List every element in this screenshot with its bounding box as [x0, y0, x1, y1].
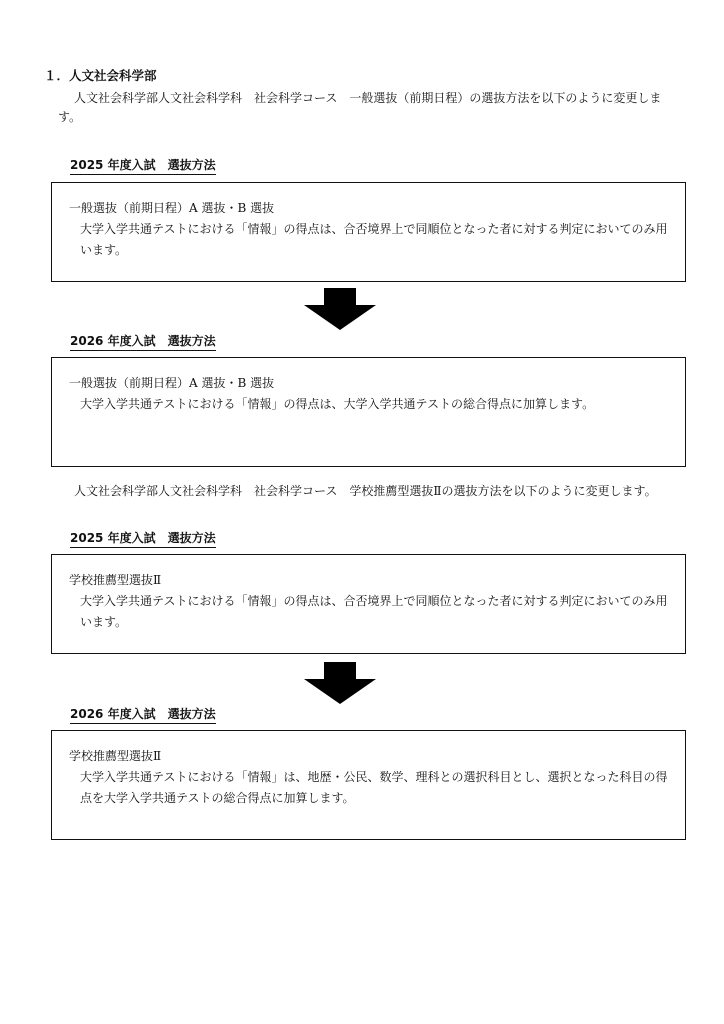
label-2025-recommendation: 2025 年度入試 選抜方法	[70, 529, 216, 548]
label-2026-general: 2026 年度入試 選抜方法	[70, 332, 216, 351]
box-2025-recommendation	[51, 554, 686, 654]
box-body: 大学入学共通テストにおける「情報」は、地歴・公民、数学、理科との選択科目とし、選択となった科目の得点を大学入学共通テストの総合得点に加算します。	[80, 770, 668, 805]
box-body: 大学入学共通テストにおける「情報」の得点は、合否境界上で同順位となった者に対する判定においてのみ用います。	[80, 222, 668, 257]
box-title: 学校推薦型選抜Ⅱ	[69, 573, 162, 587]
box-title: 学校推薦型選抜Ⅱ	[69, 749, 162, 763]
down-arrow-icon	[304, 288, 376, 330]
box-body: 大学入学共通テストにおける「情報」の得点は、大学入学共通テストの総合得点に加算します。	[80, 397, 595, 411]
box-body: 大学入学共通テストにおける「情報」の得点は、合否境界上で同順位となった者に対する判定においてのみ用います。	[80, 594, 668, 629]
box-title: 一般選抜（前期日程）A 選抜・B 選抜	[69, 376, 275, 390]
box-2026-general	[51, 357, 686, 467]
down-arrow-icon	[304, 662, 376, 704]
box-2026-recommendation	[51, 730, 686, 840]
section-heading: １．人文社会科学部	[44, 68, 157, 83]
intro-paragraph-recommendation: 人文社会科学部人文社会科学科 社会科学コース 学校推薦型選抜Ⅱの選抜方法を以下のように変更します。	[74, 484, 657, 498]
box-2025-general	[51, 182, 686, 282]
label-2026-recommendation: 2026 年度入試 選抜方法	[70, 705, 216, 724]
label-2025-general: 2025 年度入試 選抜方法	[70, 156, 216, 175]
box-title: 一般選抜（前期日程）A 選抜・B 選抜	[69, 201, 275, 215]
intro-paragraph-general: 人文社会科学部人文社会科学科 社会科学コース 一般選抜（前期日程）の選抜方法を以下のように変更します。	[58, 91, 662, 124]
